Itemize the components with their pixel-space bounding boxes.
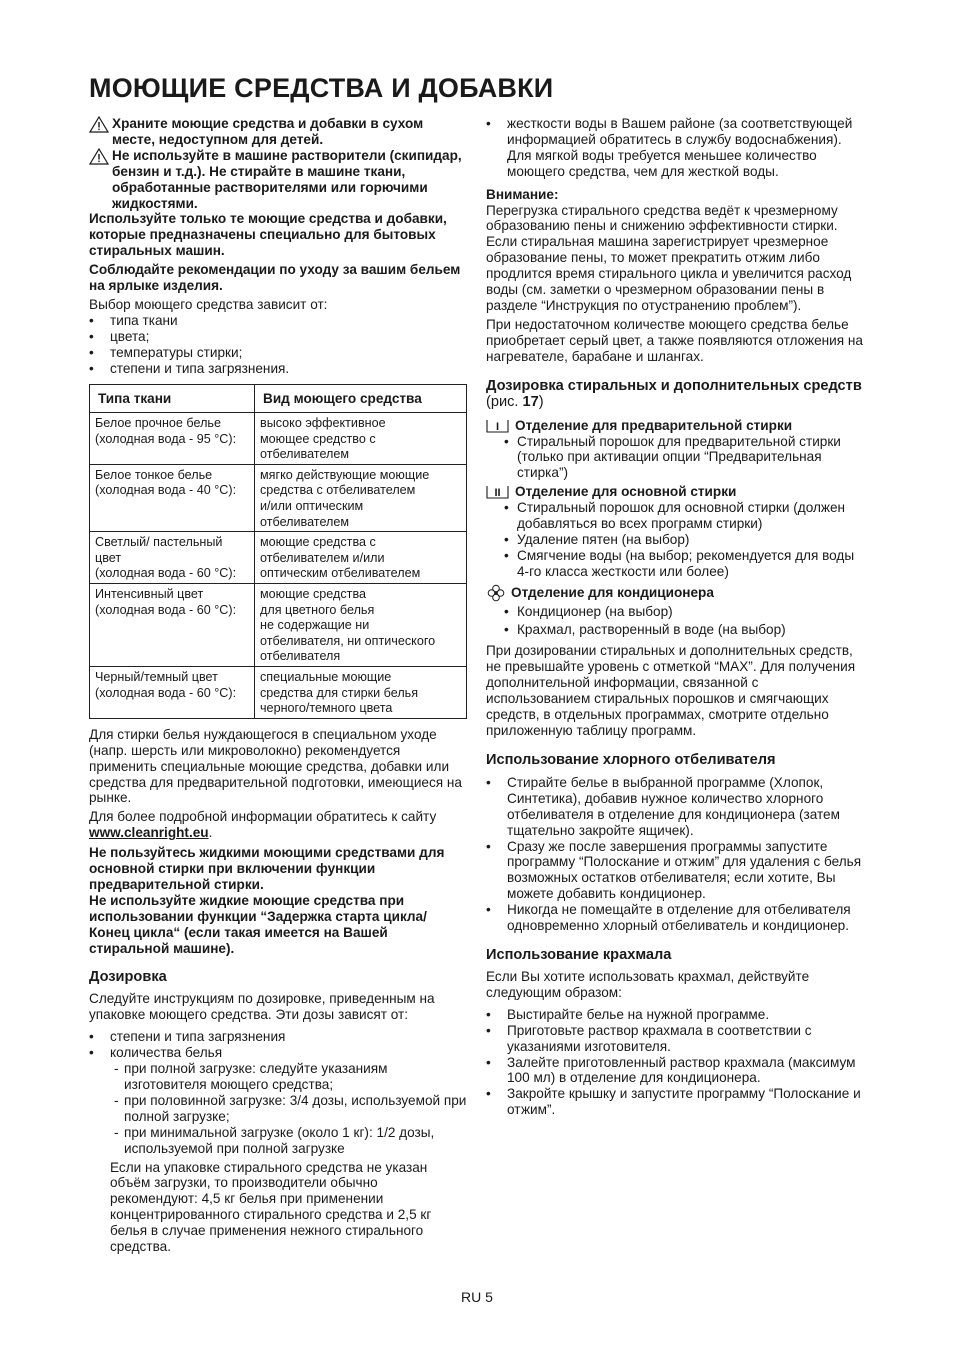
starch-heading: Использование крахмала bbox=[486, 946, 672, 963]
list-item: • Стиральный порошок для основной стирки (должен добавляться во всех программ стирки) bbox=[486, 500, 866, 532]
page-number: RU 5 bbox=[461, 1289, 493, 1305]
compartment-one-label: I bbox=[495, 420, 500, 433]
right-column bbox=[486, 116, 866, 1118]
table-row bbox=[90, 413, 467, 465]
compartment-prewash-title: Отделение для предварительной стирки bbox=[515, 417, 793, 433]
list-item: • типа ткани bbox=[89, 313, 467, 329]
attention-text: Перегрузка стирального средства ведёт к чрезмерному образованию пены и снижению эффективности стирки. Если стиральная машина зарегистрирует чрезмерное образование пены, то может прекратить отжим либо продлится время стирального цикла и увеличится расход воды (см. заметки о чрезмерном образовании пены в разделе “Инструкция по отустранению проблем”). bbox=[486, 202, 852, 313]
left-column bbox=[89, 116, 467, 1255]
more-info-suffix: . bbox=[208, 825, 213, 841]
starch-list bbox=[486, 1007, 866, 1118]
attention-label: Внимание: bbox=[486, 186, 559, 202]
table-cell: моющие средства для цветного белья не содержащие ни отбеливателя, ни оптического отбеливателя bbox=[255, 584, 467, 667]
table-header-row bbox=[90, 384, 467, 413]
max-level-text: При дозировании стиральных и дополнительных средств, не превышайте уровень с отметкой “MAX”. Для получения дополнительной информации, связанной с использованием стиральных порошков и смягчающих средств, в отдельных программах, смотрите отдельно приложенную таблицу программ. bbox=[486, 643, 856, 738]
list-item: - при половинной загрузке: 3/4 дозы, используемой при полной загрузке; bbox=[89, 1093, 467, 1125]
list-item: • Сразу же после завершения программы запустите программу “Полоскание и отжим” для удаления с белья возможных остатков отбеливателя; если хотите, Вы можете добавить кондиционер. bbox=[486, 839, 866, 903]
starch-intro: Если Вы хотите использовать крахмал, действуйте следующим образом: bbox=[486, 968, 810, 1000]
table-row bbox=[90, 532, 467, 584]
compartment-mainwash-heading bbox=[486, 484, 866, 500]
dosing-ref-number: 17 bbox=[522, 393, 539, 410]
table-row bbox=[90, 584, 467, 667]
compartment-mainwash-list bbox=[486, 500, 866, 580]
more-info-prefix: Для более подробной информации обратитесь к сайту bbox=[89, 809, 437, 825]
list-item: • Крахмал, растворенный в воде (на выбор) bbox=[486, 622, 866, 638]
cleanright-link[interactable]: www.cleanright.eu bbox=[89, 825, 209, 841]
list-item: • Кондиционер (на выбор) bbox=[486, 604, 866, 620]
special-care-text: Для стирки белья нуждающегося в специальном уходе (напр. шерсть или микроволокно) рекомендуется применить специальные моющие средства, добавки или средства для предварительной подготовки, имеющиеся на рынке. bbox=[89, 726, 462, 806]
table-row bbox=[90, 464, 467, 531]
list-item: • Приготовьте раствор крахмала в соответствии с указаниями изготовителя. bbox=[486, 1023, 866, 1055]
chlorine-heading: Использование хлорного отбеливателя bbox=[486, 751, 776, 768]
dosage-intro: Следуйте инструкциям по дозировке, приведенным на упаковке моющего средства. Эти дозы зависят от: bbox=[89, 991, 435, 1023]
dosing-ref-suffix: ) bbox=[538, 393, 544, 410]
care-label-notice: Соблюдайте рекомендации по уходу за вашим бельем на ярлыке изделия. bbox=[89, 262, 461, 294]
dosage-heading: Дозировка bbox=[89, 969, 167, 986]
list-item: • Никогда не помещайте в отделение для отбеливателя одновременно хлорный отбеливатель и кондиционер. bbox=[486, 902, 866, 934]
page-title: МОЮЩИЕ СРЕДСТВА И ДОБАВКИ bbox=[89, 73, 554, 103]
list-item: • Выстирайте белье на нужной программе. bbox=[486, 1007, 866, 1023]
flower-icon bbox=[486, 584, 506, 602]
compartment-softener-list bbox=[486, 604, 866, 638]
list-item: • количества белья bbox=[89, 1045, 467, 1061]
table-cell: мягко действующие моющие средства с отбеливателем и/или оптическим отбеливателем bbox=[255, 464, 467, 531]
more-info-text bbox=[89, 809, 467, 841]
table-cell: моющие средства с отбеливателем и/или оптическим отбеливателем bbox=[255, 532, 467, 584]
compartment-two-label: II bbox=[494, 487, 501, 500]
list-item: • Смягчение воды (на выбор; рекомендуется для воды 4-го класса жесткости или более) bbox=[486, 548, 866, 580]
list-item: • цвета; bbox=[89, 329, 467, 345]
hardness-list bbox=[486, 116, 866, 180]
list-item: - при минимальной загрузке (около 1 кг): 1/2 дозы, используемой при полной загрузке bbox=[89, 1125, 467, 1157]
use-only-notice: Используйте только те моющие средства и добавки, которые предназначены специально для бытовых стиральных машин. bbox=[89, 211, 447, 259]
warning-solvents-text: Не используйте в машине растворители (скипидар, бензин и т.д.). Не стирайте в машине ткани, обработанные растворителями или горючими жидкостями. bbox=[112, 147, 462, 211]
warning-icon bbox=[89, 148, 109, 165]
choice-intro: Выбор моющего средства зависит от: bbox=[89, 296, 328, 312]
table-header-detergent: Вид моющего средства bbox=[255, 384, 467, 413]
compartment-one-icon bbox=[486, 419, 510, 433]
compartment-softener-heading bbox=[486, 584, 866, 602]
warning-storage-text: Храните моющие средства и добавки в сухом месте, недоступном для детей. bbox=[112, 116, 424, 147]
list-item: • Стиральный порошок для предварительной стирки (только при активации опции “Предварительная стирка”) bbox=[486, 434, 866, 482]
table-cell: Черный/темный цвет (холодная вода - 60 °C): bbox=[90, 667, 255, 719]
choice-list bbox=[89, 313, 467, 377]
dosing-heading bbox=[486, 378, 866, 410]
table-cell: высоко эффективное моющее средство с отбеливателем bbox=[255, 413, 467, 465]
list-item: • жесткости воды в Вашем районе (за соответствующей информацией обратитесь в службу водоснабжения). Для мягкой воды требуется меньшее количество моющего средства, чем для жесткой воды. bbox=[486, 116, 866, 180]
chlorine-list bbox=[486, 775, 866, 934]
list-item: • степени и типа загрязнения bbox=[89, 1029, 467, 1045]
no-liquid-prewash-notice: Не пользуйтесь жидкими моющими средствами для основной стирки при включении функции предварительной стирки. bbox=[89, 845, 445, 892]
dosage-note: Если на упаковке стирального средства не указан объём загрузки, то производители обычно рекомендуют: 4,5 кг белья при применении концентрированного стирального средства и 2,5 кг белья в случае применения нежного стирального средства. bbox=[110, 1159, 432, 1255]
no-liquid-delay-notice: Не используйте жидкие моющие средства при использовании функции “Задержка старта цикла/ Конец цикла“ (если такая имеется на Вашей стиральной машине). bbox=[89, 892, 427, 956]
dosing-heading-text: Дозировка стиральных и дополнительных средств bbox=[486, 377, 862, 394]
compartment-softener-title: Отделение для кондиционера bbox=[511, 584, 714, 600]
compartment-mainwash-title: Отделение для основной стирки bbox=[515, 484, 737, 500]
table-cell: специальные моющие средства для стирки белья черного/темного цвета bbox=[255, 667, 467, 719]
list-item: • Закройте крышку и запустите программу “Полоскание и отжим”. bbox=[486, 1086, 866, 1118]
fabric-detergent-table bbox=[89, 384, 467, 719]
table-cell: Светлый/ пастельный цвет (холодная вода - 60 °C): bbox=[90, 532, 255, 584]
list-item: • Удаление пятен (на выбор) bbox=[486, 532, 866, 548]
table-cell: Интенсивный цвет (холодная вода - 60 °C): bbox=[90, 584, 255, 667]
table-row bbox=[90, 667, 467, 719]
list-item: • Залейте приготовленный раствор крахмала (максимум 100 мл) в отделение для кондиционера. bbox=[486, 1055, 866, 1087]
warning-solvents bbox=[89, 148, 467, 212]
list-item: • температуры стирки; bbox=[89, 345, 467, 361]
table-cell: Белое прочное белье (холодная вода - 95 °C): bbox=[90, 413, 255, 465]
list-item: • Стирайте белье в выбранной программе (Хлопок, Синтетика), добавив нужное количество хлорного отбеливателя в отделение для кондиционера (затем тщательно закройте ящичек). bbox=[486, 775, 866, 839]
warning-storage bbox=[89, 116, 467, 148]
dosage-list bbox=[89, 1029, 467, 1061]
list-item: • степени и типа загрязнения. bbox=[89, 361, 467, 377]
table-header-fabric: Типа ткани bbox=[90, 384, 255, 413]
compartment-prewash-heading bbox=[486, 418, 866, 434]
dosage-sublist bbox=[89, 1061, 467, 1156]
table-cell: Белое тонкое белье (холодная вода - 40 °C): bbox=[90, 464, 255, 531]
list-item: - при полной загрузке: следуйте указаниям изготовителя моющего средства; bbox=[89, 1061, 467, 1093]
compartment-prewash-list bbox=[486, 434, 866, 482]
compartment-two-icon bbox=[486, 485, 510, 499]
dosing-ref-prefix: (рис. bbox=[486, 393, 523, 410]
insufficient-text: При недостаточном количестве моющего средства белье приобретает серый цвет, а также появляются отложения на нагревателе, барабане и шлангах. bbox=[486, 316, 863, 364]
warning-icon bbox=[89, 116, 109, 133]
